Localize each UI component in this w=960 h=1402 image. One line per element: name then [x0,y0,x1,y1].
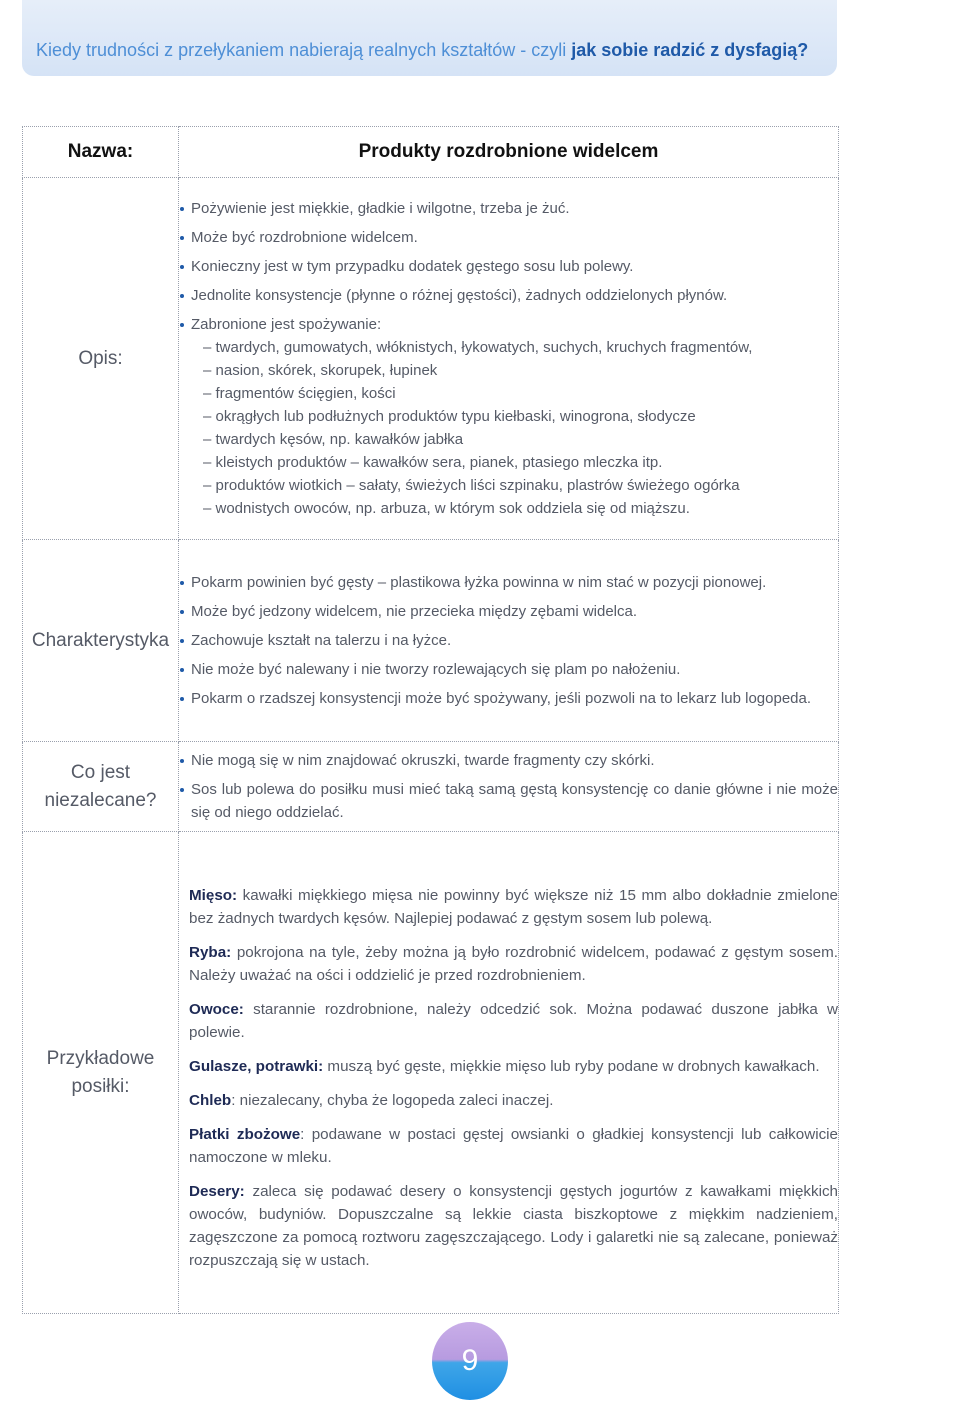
meal-term: Płatki zbożowe [189,1126,301,1143]
page-number-badge [432,1322,508,1400]
name-value: Produkty rozdrobnione widelcem [179,127,839,178]
dash-item: – okrągłych lub podłużnych produktów typu kiełbaski, winogrona, słodycze [203,408,696,425]
dash-item: – wodnistych owoców, np. arbuza, w którym sok oddziela się od miąższu. [203,500,690,517]
list-item: Może być jedzony widelcem, nie przecieka między zębami widelca. [179,600,838,623]
dash-item: – twardych kęsów, np. kawałków jabłka [203,431,464,448]
meal-paragraph [189,941,838,987]
charakterystyka-content [179,540,839,742]
dash-item: – nasion, skórek, skorupek, łupinek [203,362,438,379]
meal-paragraph [189,884,838,930]
list-item: Zachowuje kształt na talerzu i na łyżce. [179,629,838,652]
meal-paragraph [189,1123,838,1169]
meal-paragraph [189,1055,838,1078]
list-item: Sos lub polewa do posiłku musi mieć taką samą gęstą konsystencję co danie główne i nie może się od niego oddzielać. [179,778,838,824]
posilki-content [179,832,839,1314]
list-item: Nie może być nalewany i nie tworzy rozlewających się plam po nałożeniu. [179,658,838,681]
name-row [23,127,839,178]
opis-bullets [179,197,838,520]
header-band [22,0,837,76]
meal-term: Gulasze, potrawki: [189,1058,324,1075]
charakterystyka-label: Charakterystyka [23,540,179,742]
diet-table [22,126,839,1314]
meal-text: pokrojona na tyle, żeby można ją było rozdrobnić widelcem, podawać z gęstym sosem. Należy uważać na ości i oddzielić je przed rozdrobnieniem. [189,944,838,984]
meal-text: zaleca się podawać desery o konsystencji gęstych jogurtów z kawałkami miękkich owoców, budyniów. Dopuszczalne są lekkie ciasta biszkoptowe z miękkim nadzieniem, zagęszczone za pomocą roztworu zagęszczającego. Lody i galaretki nie są zalecane, ponieważ rozpuszczają się w ustach. [189,1183,838,1269]
list-item: Konieczny jest w tym przypadku dodatek gęstego sosu lub polewy. [179,255,838,278]
dash-item: – twardych, gumowatych, włóknistych, łykowatych, suchych, kruchych fragmentów, [203,339,753,356]
page-header [36,40,808,61]
meal-term: Ryba: [189,944,232,961]
header-prefix: Kiedy trudności z przełykaniem nabierają realnych kształtów - czyli [36,40,572,60]
list-item-text: Zabronione jest spożywanie: [191,316,382,333]
list-item: Pożywienie jest miękkie, gładkie i wilgotne, trzeba je żuć. [179,197,838,220]
list-item: Pokarm o rzadszej konsystencji może być spożywany, jeśli pozwoli na to lekarz lub logopeda. [179,687,838,710]
meal-text: muszą być gęste, miękkie mięso lub ryby podane w drobnych kawałkach. [323,1058,820,1075]
meal-paragraph [189,1089,838,1112]
posilki-label [23,832,179,1314]
meal-text: : niezalecany, chyba że logopeda zaleci inaczej. [231,1092,554,1109]
list-item: Jednolite konsystencje (płynne o różnej gęstości), żadnych oddzielonych płynów. [179,284,838,307]
meal-paragraph [189,1180,838,1272]
opis-label: Opis: [23,178,179,540]
niezalecane-label-line: niezalecane? [44,789,157,811]
posilki-label-line: posiłki: [71,1075,130,1097]
niezalecane-row [23,742,839,832]
charakterystyka-bullets [179,571,838,710]
header-emphasis: jak sobie radzić z dysfagią? [571,40,809,60]
dash-item: – fragmentów ścięgien, kości [203,385,396,402]
meal-term: Owoce: [189,1001,244,1018]
niezalecane-label [23,742,179,832]
dash-item: – produktów wiotkich – sałaty, świeżych liści szpinaku, plastrów świeżego ogórka [203,477,740,494]
charakterystyka-row [23,540,839,742]
niezalecane-content [179,742,839,832]
meal-text: : podawane w postaci gęstej owsianki o gładkiej konsystencji lub całkowicie namoczone w mleku. [189,1126,838,1166]
list-item [179,313,838,520]
list-item: Może być rozdrobnione widelcem. [179,226,838,249]
posilki-row [23,832,839,1314]
dash-item: – kleistych produktów – kawałków sera, pianek, ptasiego mleczka itp. [203,454,663,471]
posilki-label-line: Przykładowe [46,1047,155,1069]
list-item: Pokarm powinien być gęsty – plastikowa łyżka powinna w nim stać w pozycji pionowej. [179,571,838,594]
meal-text: kawałki miękkiego mięsa nie powinny być większe niż 15 mm albo dokładnie zmielone bez żadnych twardych kęsów. Najlepiej podawać z gęstym sosem lub polewą. [189,887,838,927]
page-number: 9 [461,1344,479,1377]
meal-term: Chleb [189,1092,232,1109]
opis-content [179,178,839,540]
opis-row [23,178,839,540]
meal-text: starannie rozdrobnione, należy odcedzić sok. Można podawać duszone jabłka w polewie. [189,1001,838,1041]
name-label: Nazwa: [23,127,179,178]
list-item: Nie mogą się w nim znajdować okruszki, twarde fragmenty czy skórki. [179,749,838,772]
meal-term: Desery: [189,1183,245,1200]
meal-paragraph [189,998,838,1044]
niezalecane-label-line: Co jest [70,761,131,783]
meal-term: Mięso: [189,887,238,904]
niezalecane-bullets [179,749,838,824]
